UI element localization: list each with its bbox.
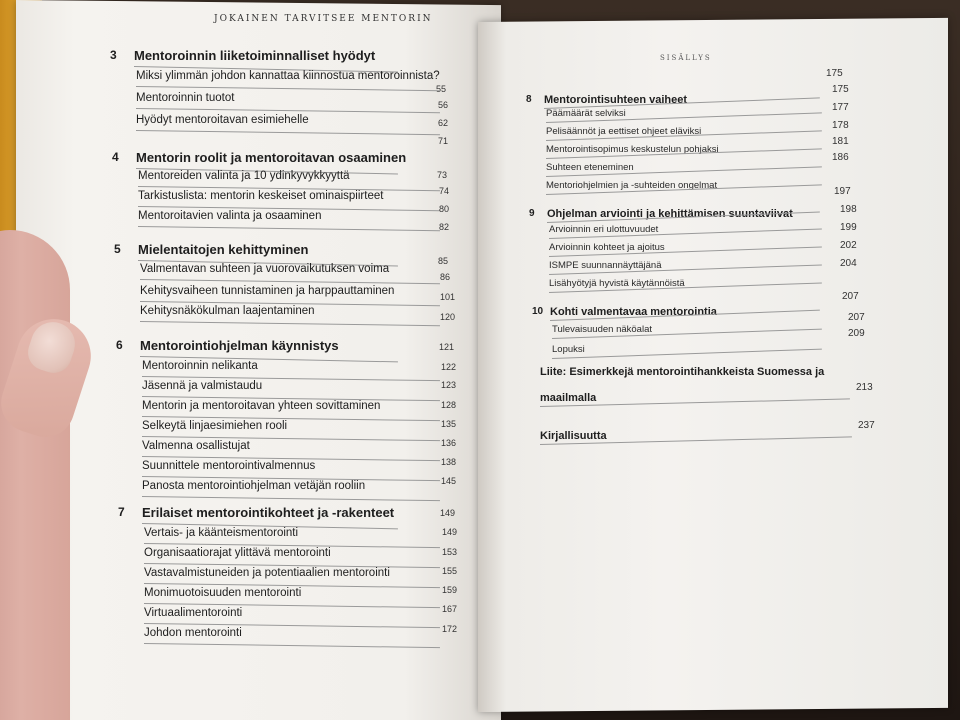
page-number: 135 [441,419,457,429]
page-number: 155 [442,566,458,576]
toc-section: Tulevaisuuden näköalat [552,324,652,335]
toc-section: Hyödyt mentoroitavan esimiehelle [136,114,309,126]
page-number: 186 [832,152,849,163]
page-number: 198 [840,204,857,215]
page-number: 207 [848,312,865,323]
toc-section: Panosta mentorointiohjelman vetäjän rooliin [142,480,366,492]
chapter-title: Mentoroinnin liiketoiminnalliset hyödyt [134,48,376,63]
toc-section: Mentoroinnin nelikanta [142,360,258,372]
page-number: 175 [826,68,843,79]
page-number: 86 [440,272,451,282]
page-number: 175 [832,84,849,95]
toc-section: Mentoroinnin tuotot [136,92,235,104]
toc-section: Mentorin ja mentoroitavan yhteen sovittaminen [142,400,381,412]
page-number: 71 [438,136,449,146]
chapter-number: 6 [116,338,123,352]
toc-section: Vastavalmistuneiden ja potentiaalien mentorointi [144,567,390,579]
toc-section: Mentoreiden valinta ja 10 ydinkyvykkyyttä [138,170,350,182]
appendix-title-line2: maailmalla [540,392,597,404]
toc-section: Suhteen eteneminen [546,162,634,173]
page-number: 122 [441,362,457,372]
page-number: 120 [440,312,456,322]
toc-section: Mentorointisopimus keskustelun pohjaksi [546,144,719,155]
page-number: 159 [442,585,458,595]
page-number: 74 [439,186,450,196]
page-number: 80 [439,204,450,214]
chapter-title: Kohti valmentavaa mentorointia [550,306,717,318]
toc-section: Lisähyötyjä hyvistä käytännöistä [549,278,685,289]
page-number: 197 [834,186,851,197]
chapter-title: Mentorointisuhteen vaiheet [544,94,688,106]
page-number: 56 [438,100,449,110]
chapter-title: Erilaiset mentorointikohteet ja -rakenteet [142,505,395,520]
toc-section: Lopuksi [552,344,585,355]
toc-section: Mentoroitavien valinta ja osaaminen [138,210,322,222]
toc-section: Vertais- ja käänteismentorointi [144,527,299,539]
page-number: 85 [438,256,449,266]
toc-section: ISMPE suunnannäyttäjänä [549,260,662,271]
toc-section: Päämäärät selviksi [546,108,626,119]
toc-section: Arvioinnin eri ulottuvuudet [549,224,659,235]
page-number: 101 [440,292,456,302]
page-number: 181 [832,136,849,147]
toc-section: Kehitysnäkökulman laajentaminen [140,305,315,317]
chapter-title: Ohjelman arviointi ja kehittämisen suuntaviivat [547,208,793,220]
page-number: 237 [858,420,875,431]
page-number: 172 [442,624,458,634]
page-number: 207 [842,291,859,302]
toc-section: Valmenna osallistujat [142,440,250,452]
chapter-title: Mielentaitojen kehittyminen [138,242,309,257]
page-number: 62 [438,118,449,128]
page-number: 138 [441,457,457,467]
page-number: 73 [437,170,448,180]
toc-section: Virtuaalimentorointi [144,607,243,619]
chapter-number: 9 [529,208,535,219]
toc-section: Johdon mentorointi [144,627,242,639]
chapter-number: 3 [110,48,117,62]
appendix-title-line1: Liite: Esimerkkejä mentorointihankkeista Suomessa ja [540,366,825,378]
toc-section: Jäsennä ja valmistaudu [142,380,263,392]
chapter-title: Mentorointiohjelman käynnistys [140,338,339,353]
page-number: 136 [441,438,457,448]
toc-section: Organisaatiorajat ylittävä mentorointi [144,547,331,559]
chapter-number: 8 [526,94,532,105]
hand [0,230,70,720]
page-number: 128 [441,400,457,410]
page-number: 167 [442,604,458,614]
toc-section: Tarkistuslista: mentorin keskeiset ominaispiirteet [138,190,384,202]
chapter-number: 5 [114,242,121,256]
page-number: 204 [840,258,857,269]
toc-section: Arvioinnin kohteet ja ajoitus [549,242,665,253]
toc-section: Kehitysvaiheen tunnistaminen ja harppauttaminen [140,285,395,297]
page-number: 149 [440,508,456,518]
page-number: 145 [441,476,457,486]
toc-section: Suunnittele mentorointivalmennus [142,460,316,472]
toc-section: Miksi ylimmän johdon kannattaa kiinnostua mentoroinnista? [136,70,440,82]
chapter-number: 7 [118,505,125,519]
page-number: 55 [436,84,447,94]
chapter-title: Mentorin roolit ja mentoroitavan osaaminen [136,150,407,165]
toc-section: Selkeytä linjaesimiehen rooli [142,420,288,432]
page-number: 153 [442,547,458,557]
page-number: 213 [856,382,873,393]
right-running-head: SISÄLLYS [660,54,712,62]
toc-section: Mentoriohjelmien ja -suhteiden ongelmat [546,180,718,191]
chapter-number: 10 [532,306,544,317]
page-number: 178 [832,120,849,131]
page-number: 123 [441,380,457,390]
left-running-head: JOKAINEN TARVITSEE MENTORIN [214,14,433,24]
page-number: 121 [439,342,455,352]
bibliography-title: Kirjallisuutta [540,430,607,442]
page-number: 149 [442,527,458,537]
page-number: 199 [840,222,857,233]
page-number: 202 [840,240,857,251]
toc-section: Monimuotoisuuden mentorointi [144,587,302,599]
page-number: 209 [848,328,865,339]
toc-section: Valmentavan suhteen ja vuorovaikutuksen voima [140,263,390,275]
page-number: 177 [832,102,849,113]
page-number: 82 [439,222,450,232]
toc-section: Pelisäännöt ja eettiset ohjeet eläviksi [546,126,702,137]
chapter-number: 4 [112,150,119,164]
